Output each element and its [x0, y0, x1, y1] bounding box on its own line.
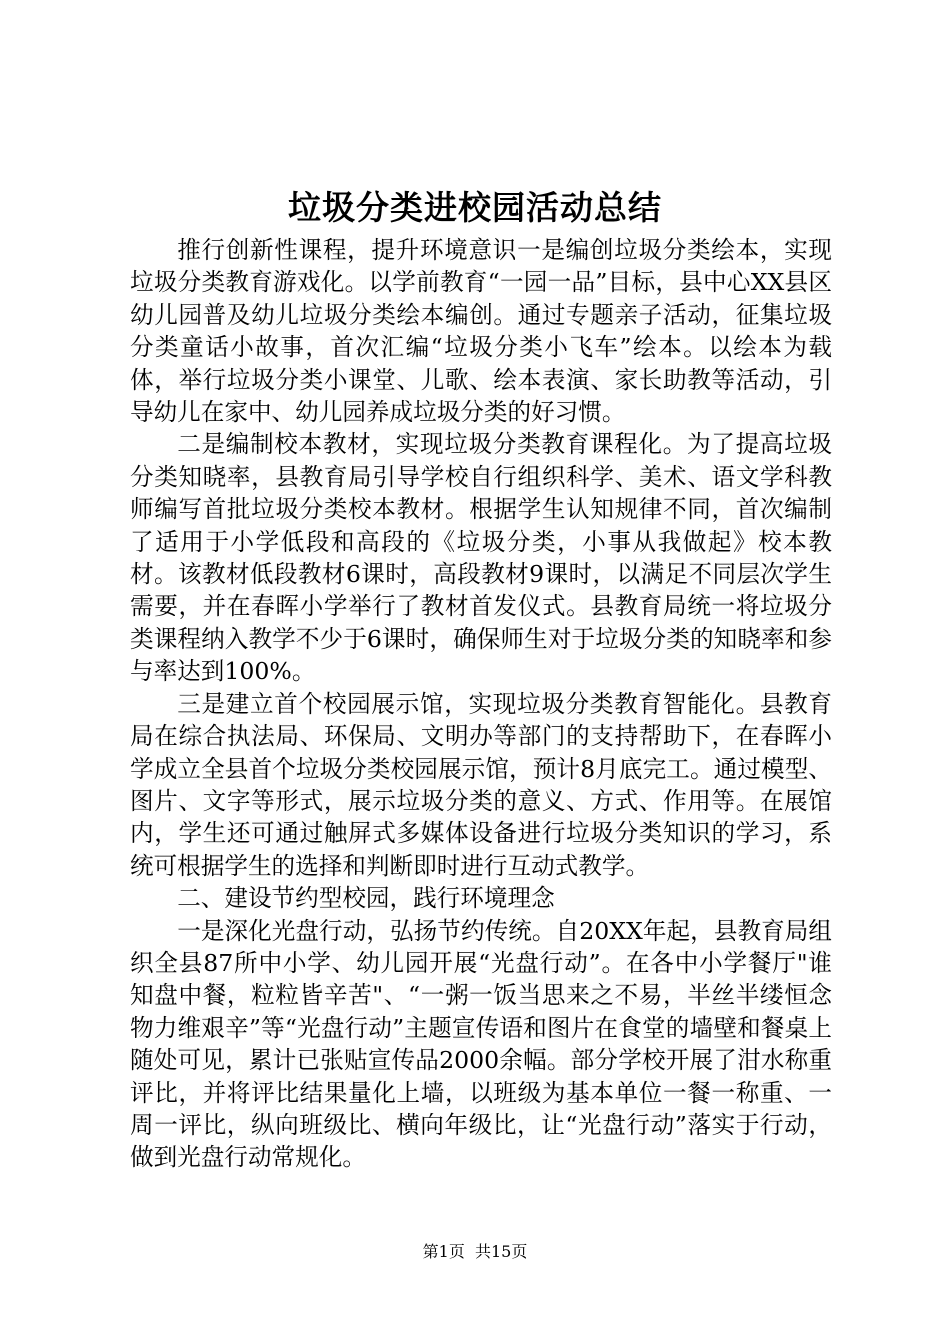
page-number: 第1页 共15页 [422, 1242, 528, 1261]
page-footer [0, 1240, 950, 1264]
paragraph: 推行创新性课程，提升环境意识一是编创垃圾分类绘本，实现垃圾分类教育游戏化。以学前教育“一园一品”目标，县中心XX县区幼儿园普及幼儿垃圾分类绘本编创。通过专题亲子活动，征集垃圾分类童话小故事，首次汇编“垃圾分类小飞车”绘本。以绘本为载体，举行垃圾分类小课堂、儿歌、绘本表演、家长助教等活动，引导幼儿在家中、幼儿园养成垃圾分类的好习惯。 [130, 236, 832, 427]
document-body [130, 234, 832, 1174]
paragraph: 一是深化光盘行动，弘扬节约传统。自20XX年起，县教育局组织全县87所中小学、幼儿园开展“光盘行动”。在各中小学餐厅"谁知盘中餐，粒粒皆辛苦"、“一粥一饭当思来之不易，半丝半缕恒念物力维艰辛”等“光盘行动”主题宣传语和图片在食堂的墙壁和餐桌上随处可见，累计已张贴宣传品2000余幅。部分学校开展了泔水称重评比，并将评比结果量化上墙，以班级为基本单位一餐一称重、一周一评比，纵向班级比、横向年级比，让“光盘行动”落实于行动，做到光盘行动常规化。 [130, 916, 832, 1172]
document-title: 垃圾分类进校园活动总结 [288, 188, 662, 227]
paragraph: 二是编制校本教材，实现垃圾分类教育课程化。为了提高垃圾分类知晓率，县教育局引导学校自行组织科学、美术、语文学科教师编写首批垃圾分类校本教材。根据学生认知规律不同，首次编制了适用于小学低段和高段的《垃圾分类，小事从我做起》校本教材。该教材低段教材6课时，高段教材9课时，以满足不同层次学生需要，并在春晖小学举行了教材首发仪式。县教育局统一将垃圾分类课程纳入教学不少于6课时，确保师生对于垃圾分类的知晓率和参与率达到100%。 [130, 430, 832, 686]
paragraph: 三是建立首个校园展示馆，实现垃圾分类教育智能化。县教育局在综合执法局、环保局、文明办等部门的支持帮助下，在春晖小学成立全县首个垃圾分类校园展示馆，预计8月底完工。通过模型、图片、文字等形式，展示垃圾分类的意义、方式、作用等。在展馆内，学生还可通过触屏式多媒体设备进行垃圾分类知识的学习，系统可根据学生的选择和判断即时进行互动式教学。 [130, 689, 832, 880]
section-heading: 二、建设节约型校园，践行环境理念 [177, 884, 555, 913]
